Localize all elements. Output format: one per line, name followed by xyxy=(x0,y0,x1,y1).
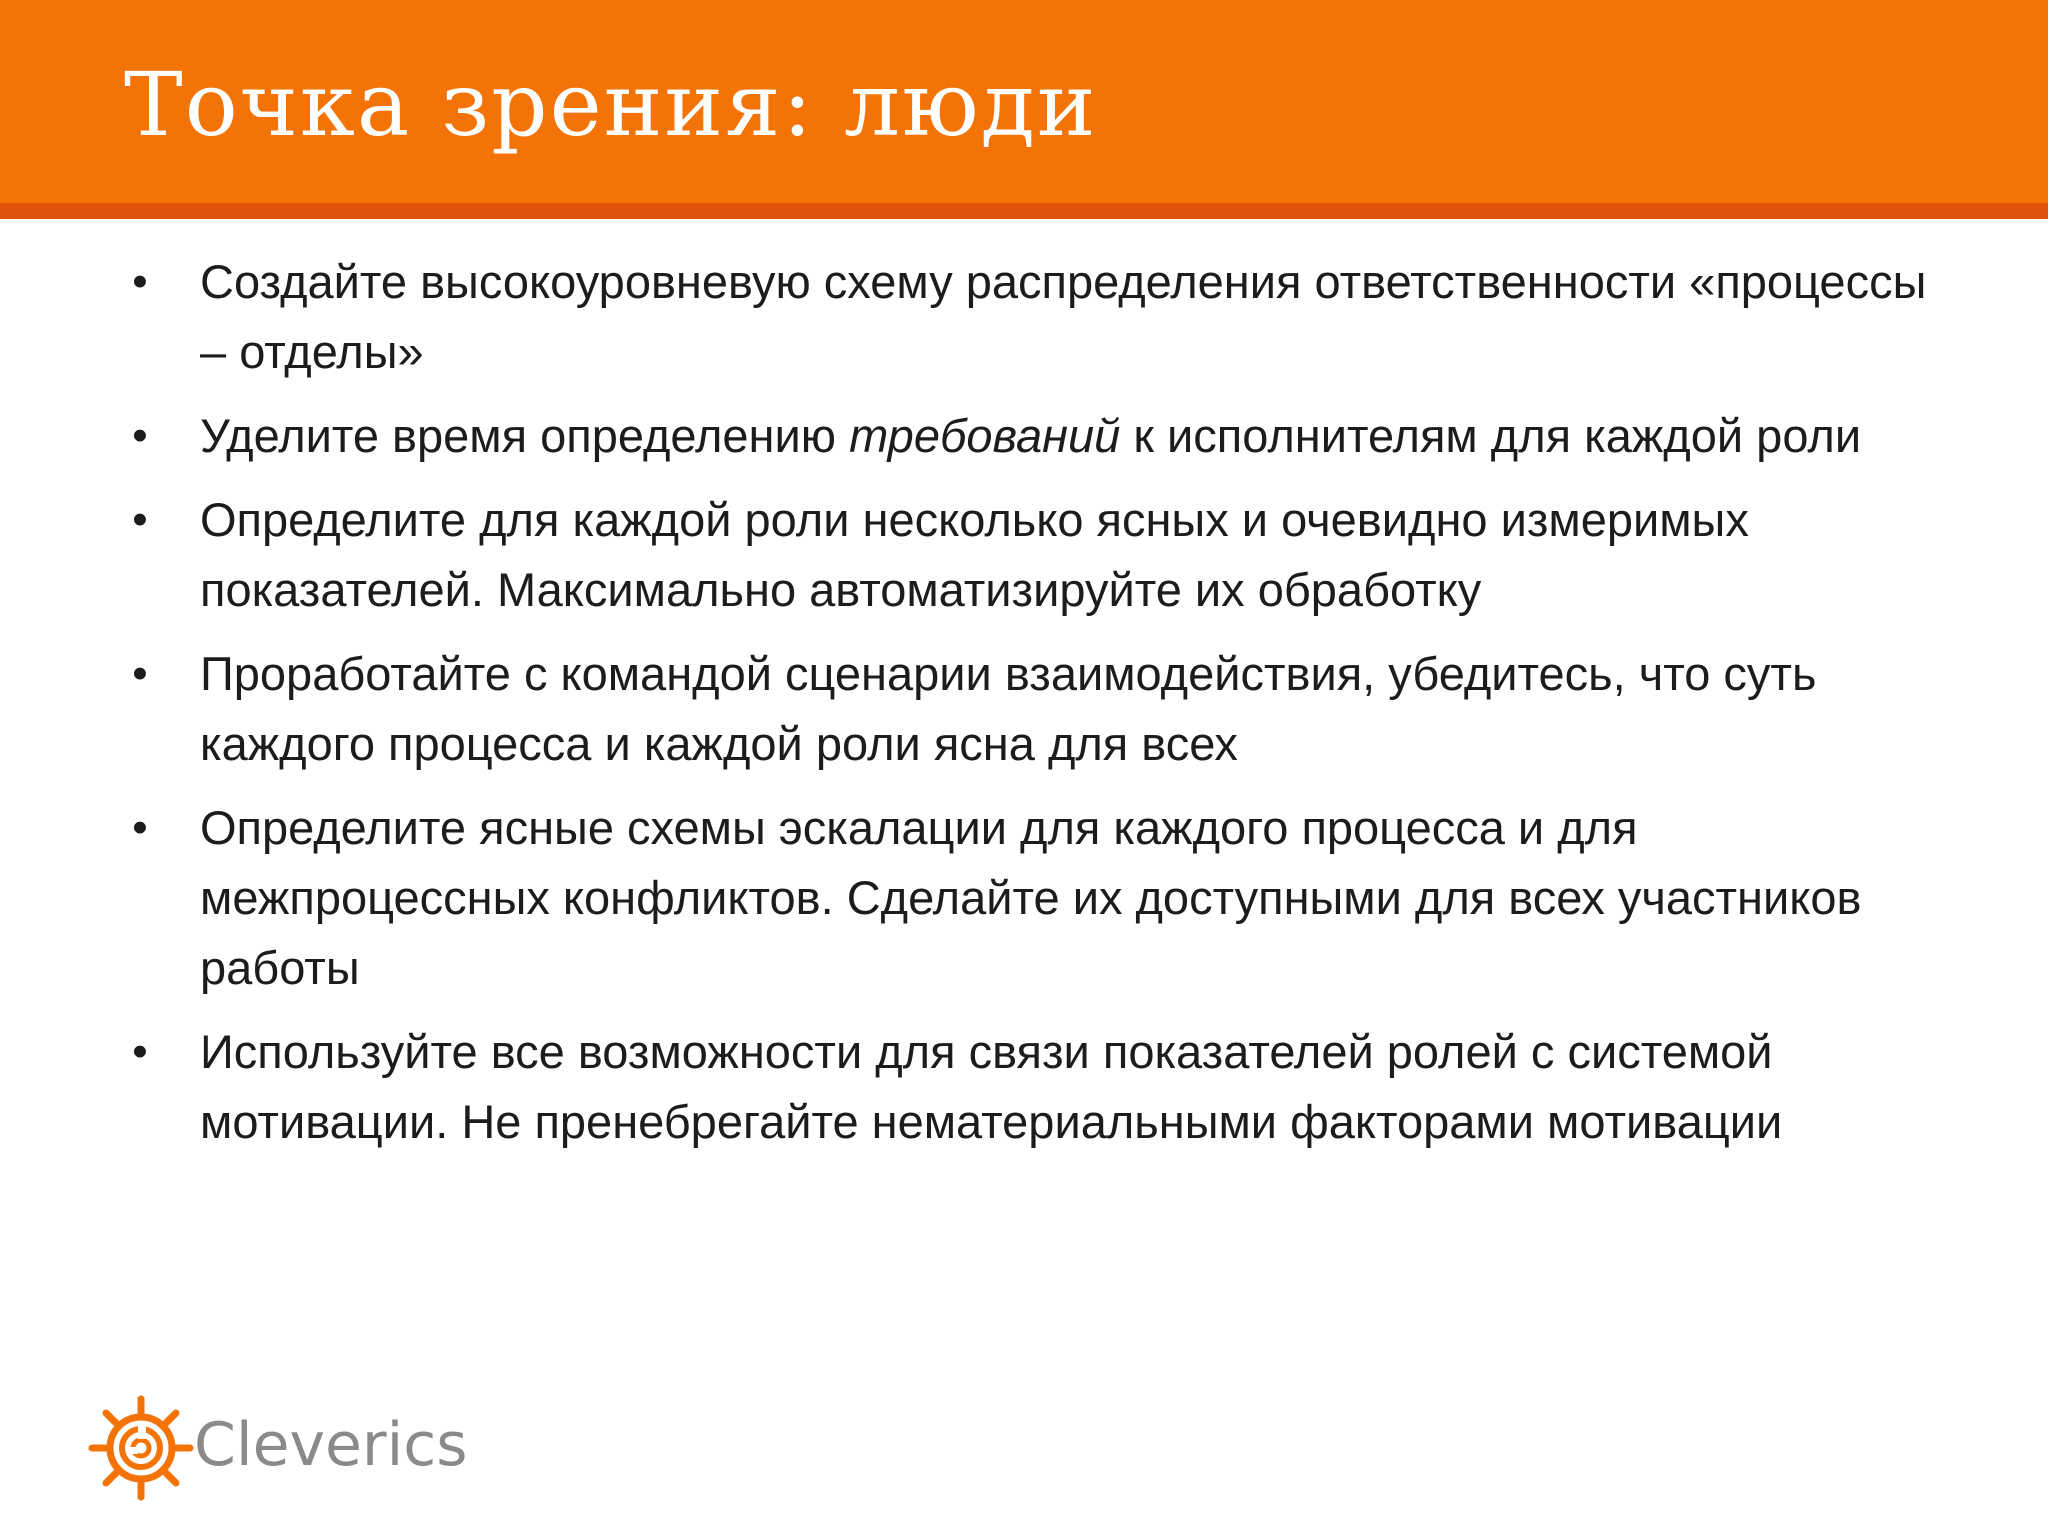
bullet-item xyxy=(132,793,1960,1003)
bullet-item xyxy=(132,639,1960,779)
title-bar-strip xyxy=(0,203,2048,219)
bullet-text: Определите для каждой роли несколько ясных и очевидно измеримых показателей. Максимально автоматизируйте их обработку xyxy=(200,493,1749,616)
bullet-marker: • xyxy=(132,803,148,852)
bullet-item xyxy=(132,247,1960,387)
bullet-text-tail: к исполнителям для каждой роли xyxy=(1120,409,1862,462)
title-bar xyxy=(0,0,2048,203)
cleverics-wheel-logo-icon xyxy=(86,1393,196,1503)
bullet-marker: • xyxy=(132,1027,148,1076)
bullet-marker: • xyxy=(132,411,148,460)
bullet-item xyxy=(132,1017,1960,1157)
bullet-text: Проработайте с командой сценарии взаимодействия, убедитесь, что суть каждого процесса и каждой роли ясна для всех xyxy=(200,647,1817,770)
slide-title: Точка зрения: люди xyxy=(124,53,1098,156)
bullet-marker: • xyxy=(132,257,148,306)
bullet-marker: • xyxy=(132,649,148,698)
bullet-text: Создайте высокоуровневую схему распределения ответственности «процессы – отделы» xyxy=(200,255,1927,378)
bullet-text: Определите ясные схемы эскалации для каждого процесса и для межпроцессных конфликтов. Сделайте их доступными для всех участников работы xyxy=(200,801,1862,994)
bullet-item xyxy=(132,401,1960,471)
bullet-item xyxy=(132,485,1960,625)
bullet-list xyxy=(132,247,1960,1171)
company-logo xyxy=(86,1393,468,1503)
bullet-text: Используйте все возможности для связи показателей ролей с системой мотивации. Не пренебрегайте нематериальными факторами мотивации xyxy=(200,1025,1783,1148)
bullet-text: Уделите время определению xyxy=(200,409,850,462)
bullet-emphasis: требований xyxy=(849,409,1121,462)
bullet-marker: • xyxy=(132,495,148,544)
logo-wordmark: Cleverics xyxy=(194,1410,468,1480)
